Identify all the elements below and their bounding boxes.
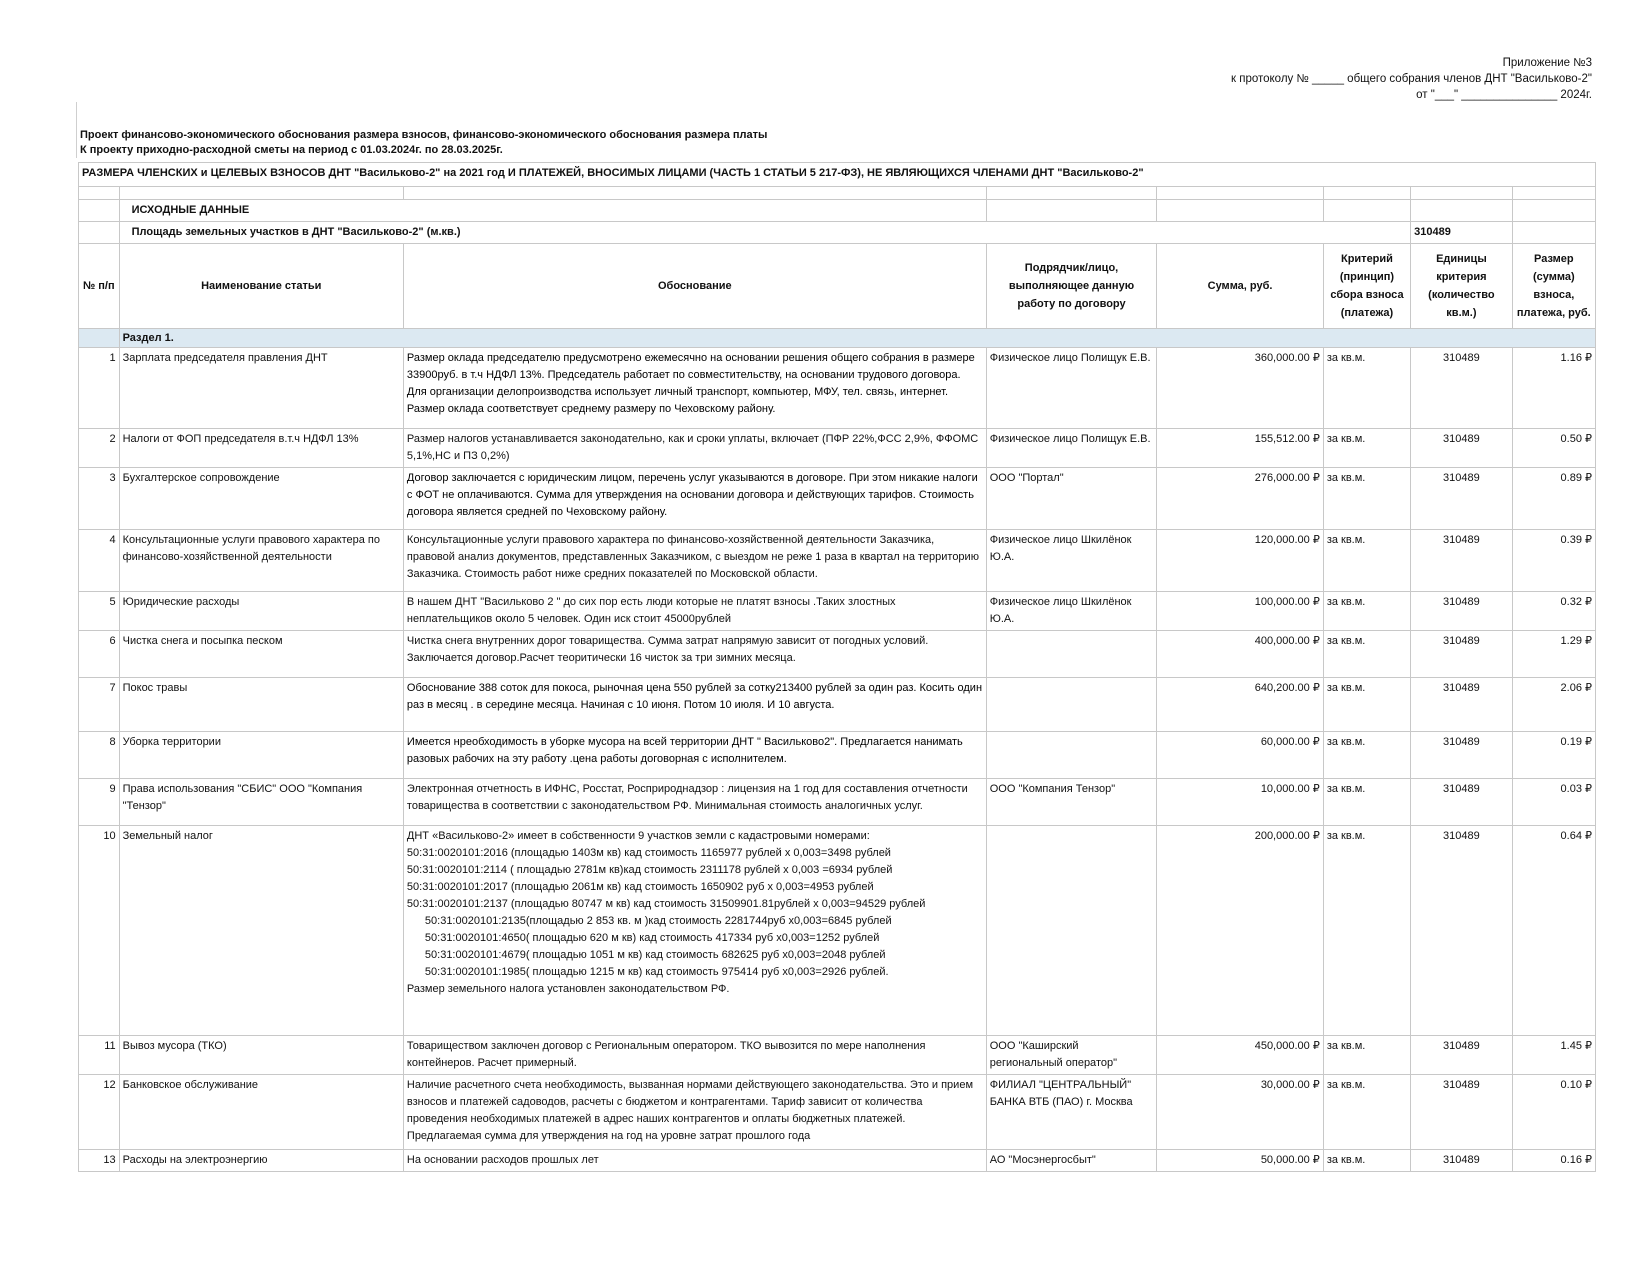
row-units: 310489	[1411, 678, 1513, 732]
row-basis: Размер налогов устанавливается законодательно, как и сроки уплаты, включает (ПФР 22%,ФСС 2,9%, ФФОМС 5,1%,НС и ПЗ 0,2%)	[403, 429, 986, 468]
table-row	[79, 348, 1596, 429]
area-row	[79, 222, 1596, 244]
row-number: 6	[79, 631, 120, 678]
row-contractor: ООО "Портал"	[986, 468, 1157, 530]
land-parcel-line: 50:31:0020101:2017 (площадью 2061м кв) кад стоимость 1650902 руб х 0,003=4953 рублей	[406, 881, 874, 893]
row-name: Консультационные услуги правового характера по финансово-хозяйственной деятельности	[119, 530, 403, 592]
header-row	[79, 244, 1596, 329]
row-size: 0.50 ₽	[1512, 429, 1595, 468]
row-number: 3	[79, 468, 120, 530]
intro-period: К проекту приходно-расходной сметы на период с 01.03.2024г. по 28.03.2025г.	[80, 144, 503, 156]
row-name: Банковское обслуживание	[119, 1075, 403, 1150]
row-contractor	[986, 732, 1157, 779]
source-data-row	[79, 200, 1596, 222]
row-criterion: за кв.м.	[1323, 631, 1410, 678]
header-sum: Сумма, руб.	[1157, 244, 1324, 329]
section-label: Раздел 1.	[119, 329, 1595, 348]
table-title: РАЗМЕРА ЧЛЕНСКИХ и ЦЕЛЕВЫХ ВЗНОСОВ ДНТ "Васильково-2" на 2021 год И ПЛАТЕЖЕЙ, ВНОСИМЫХ ЛИЦАМИ (ЧАСТЬ 1 СТАТЬИ 5 217-ФЗ), НЕ ЯВЛЯЮЩИХСЯ ЧЛЕНАМИ ДНТ "Васильково-2"	[79, 163, 1596, 187]
row-units: 310489	[1411, 592, 1513, 631]
row-units: 310489	[1411, 1150, 1513, 1172]
table-row	[79, 1150, 1596, 1172]
row-units: 310489	[1411, 468, 1513, 530]
row-contractor: Физическое лицо Шкилёнок Ю.А.	[986, 530, 1157, 592]
row-units: 310489	[1411, 631, 1513, 678]
row-criterion: за кв.м.	[1323, 429, 1410, 468]
row-contractor: ООО "Компания Тензор"	[986, 779, 1157, 826]
table-row	[79, 678, 1596, 732]
row-criterion: за кв.м.	[1323, 779, 1410, 826]
table-row	[79, 1075, 1596, 1150]
row-units: 310489	[1411, 1075, 1513, 1150]
row-contractor: АО "Мосэнергосбыт"	[986, 1150, 1157, 1172]
row-size: 0.19 ₽	[1512, 732, 1595, 779]
row-basis: Обоснование 388 соток для покоса, рыночная цена 550 рублей за сотку213400 рублей за один раз. Косить один раз в месяц . в середине месяца. Начиная с 10 июня. Потом 10 июля. И 10 августа.	[403, 678, 986, 732]
row-size: 0.39 ₽	[1512, 530, 1595, 592]
row-sum: 100,000.00 ₽	[1157, 592, 1324, 631]
row-name: Зарплата председателя правления ДНТ	[119, 348, 403, 429]
row-sum: 120,000.00 ₽	[1157, 530, 1324, 592]
contributions-table	[78, 162, 1596, 1172]
row-sum: 30,000.00 ₽	[1157, 1075, 1324, 1150]
row-name: Вывоз мусора (ТКО)	[119, 1036, 403, 1075]
row-name: Земельный налог	[119, 826, 403, 1036]
row-size: 0.03 ₽	[1512, 779, 1595, 826]
row-size: 0.64 ₽	[1512, 826, 1595, 1036]
row-units: 310489	[1411, 348, 1513, 429]
row-units: 310489	[1411, 732, 1513, 779]
row-criterion: за кв.м.	[1323, 1036, 1410, 1075]
table-row	[79, 826, 1596, 1036]
land-parcel-line: 50:31:0020101:4650( площадью 620 м кв) кад стоимость 417334 руб х0,003=1252 рублей	[424, 932, 880, 944]
row-size: 1.16 ₽	[1512, 348, 1595, 429]
row-sum: 10,000.00 ₽	[1157, 779, 1324, 826]
row-criterion: за кв.м.	[1323, 678, 1410, 732]
section-row	[79, 329, 1596, 348]
row-basis: Консультационные услуги правового характера по финансово-хозяйственной деятельности Заказчика, правовой анализ документов, представленных Заказчиком, с выездом не реже 1 раза в квартал на территорию Заказчика. Стоимость работ ниже средних показателей по Московской области.	[403, 530, 986, 592]
spacer-row	[79, 187, 1596, 200]
appendix-protocol: к протоколу № _____ общего собрания членов ДНТ "Васильково-2"	[1230, 73, 1592, 85]
row-number: 5	[79, 592, 120, 631]
land-tax-intro: ДНТ «Васильково-2» имеет в собственности 9 участков земли с кадастровыми номерами:	[406, 830, 870, 842]
left-border	[76, 102, 77, 158]
row-sum: 155,512.00 ₽	[1157, 429, 1324, 468]
row-basis: Имеется нреобходимость в уборке мусора на всей территории ДНТ " Васильково2". Предлагается нанимать разовых рабочих на эту работу .цена работы договорная с исполнителем.	[403, 732, 986, 779]
row-name: Юридические расходы	[119, 592, 403, 631]
table-row	[79, 631, 1596, 678]
row-sum: 450,000.00 ₽	[1157, 1036, 1324, 1075]
row-criterion: за кв.м.	[1323, 826, 1410, 1036]
row-sum: 276,000.00 ₽	[1157, 468, 1324, 530]
row-size: 0.16 ₽	[1512, 1150, 1595, 1172]
row-criterion: за кв.м.	[1323, 1150, 1410, 1172]
row-size: 1.29 ₽	[1512, 631, 1595, 678]
row-criterion: за кв.м.	[1323, 732, 1410, 779]
land-parcel-line: 50:31:0020101:2135(площадью 2 853 кв. м )кад стоимость 2281744руб х0,003=6845 рублей	[424, 915, 892, 927]
row-units: 310489	[1411, 826, 1513, 1036]
header-size: Размер (сумма) взноса, платежа, руб.	[1512, 244, 1595, 329]
row-sum: 640,200.00 ₽	[1157, 678, 1324, 732]
row-contractor: Физическое лицо Шкилёнок Ю.А.	[986, 592, 1157, 631]
row-name: Налоги от ФОП председателя в.т.ч НДФЛ 13%	[119, 429, 403, 468]
row-sum: 360,000.00 ₽	[1157, 348, 1324, 429]
row-number: 9	[79, 779, 120, 826]
row-basis: Электронная отчетность в ИФНС, Росстат, Росприроднадзор : лицензия на 1 год для составления отчетности товарищества в соответствии с законодательством РФ. Минимальная стоимость аналогичных услуг.	[403, 779, 986, 826]
row-criterion: за кв.м.	[1323, 348, 1410, 429]
row-number: 1	[79, 348, 120, 429]
appendix-header	[1231, 55, 1592, 103]
row-basis	[403, 826, 986, 1036]
header-num: № п/п	[79, 244, 120, 329]
row-size: 0.32 ₽	[1512, 592, 1595, 631]
row-number: 2	[79, 429, 120, 468]
area-value: 310489	[1411, 222, 1513, 244]
row-number: 7	[79, 678, 120, 732]
row-criterion: за кв.м.	[1323, 468, 1410, 530]
appendix-number: Приложение №3	[1502, 57, 1592, 69]
row-units: 310489	[1411, 779, 1513, 826]
table-row	[79, 530, 1596, 592]
intro-project: Проект финансово-экономического обоснования размера взносов, финансово-экономического обоснования размера платы	[80, 129, 768, 141]
table-row	[79, 732, 1596, 779]
table-row	[79, 429, 1596, 468]
row-contractor	[986, 678, 1157, 732]
row-size: 1.45 ₽	[1512, 1036, 1595, 1075]
row-contractor	[986, 826, 1157, 1036]
header-name: Наименование статьи	[119, 244, 403, 329]
row-basis: На основании расходов прошлых лет	[403, 1150, 986, 1172]
row-name: Права использования "СБИС" ООО "Компания "Тензор"	[119, 779, 403, 826]
land-parcel-line: 50:31:0020101:4679( площадью 1051 м кв) кад стоимость 682625 руб х0,003=2048 рублей	[424, 949, 886, 961]
intro-block	[80, 128, 767, 158]
header-basis: Обоснование	[403, 244, 986, 329]
row-name: Расходы на электроэнергию	[119, 1150, 403, 1172]
row-size: 0.10 ₽	[1512, 1075, 1595, 1150]
land-tax-footer: Размер земельного налога установлен законодательством РФ.	[406, 983, 730, 995]
source-heading: ИСХОДНЫЕ ДАННЫЕ	[119, 200, 986, 222]
row-criterion: за кв.м.	[1323, 530, 1410, 592]
table-row	[79, 1036, 1596, 1075]
row-sum: 60,000.00 ₽	[1157, 732, 1324, 779]
row-size: 0.89 ₽	[1512, 468, 1595, 530]
row-basis: Размер оклада председателю предусмотрено ежемесячно на основании решения общего собрания в размере 33900руб. в т.ч НДФЛ 13%. Председатель работает по совместительству, на основании трудового договора. Для организации делопроизводства использует личный транспорт, компьютер, МФУ, тел. связь, интернет. Размер оклада соответствует среднему размеру по Чеховскому району.	[403, 348, 986, 429]
row-units: 310489	[1411, 1036, 1513, 1075]
appendix-date: от "___" _______________ 2024г.	[1416, 89, 1592, 101]
land-parcel-line: 50:31:0020101:1985( площадью 1215 м кв) кад стоимость 975414 руб х0,003=2926 рублей.	[424, 966, 889, 978]
row-sum: 50,000.00 ₽	[1157, 1150, 1324, 1172]
row-contractor: ФИЛИАЛ "ЦЕНТРАЛЬНЫЙ" БАНКА ВТБ (ПАО) г. Москва	[986, 1075, 1157, 1150]
row-name: Уборка территории	[119, 732, 403, 779]
row-basis: Наличие расчетного счета необходимость, вызванная нормами действующего законодательства. Это и прием взносов и платежей садоводов, расчеты с бюджетом и контрагентами. Тариф зависит от количества проведения необходимых платежей в адрес наших контрагентов и оплаты бюджетных платежей. Предлагаемая сумма для утверждения на год на уровне затрат прошлого года	[403, 1075, 986, 1150]
row-contractor: ООО "Каширский региональный оператор"	[986, 1036, 1157, 1075]
row-criterion: за кв.м.	[1323, 1075, 1410, 1150]
row-number: 11	[79, 1036, 120, 1075]
row-contractor: Физическое лицо Полищук Е.В.	[986, 348, 1157, 429]
header-criterion: Критерий (принцип) сбора взноса (платежа)	[1323, 244, 1410, 329]
land-parcel-line: 50:31:0020101:2016 (площадью 1403м кв) кад стоимость 1165977 рублей х 0,003=3498 рублей	[406, 847, 891, 859]
row-basis: Товариществом заключен договор с Региональным оператором. ТКО вывозится по мере наполнения контейнеров. Расчет примерный.	[403, 1036, 986, 1075]
row-units: 310489	[1411, 530, 1513, 592]
row-basis: В нашем ДНТ "Васильково 2 " до сих пор есть люди которые не платят взносы .Таких злостных неплательщиков около 5 человек. Один иск стоит 45000рублей	[403, 592, 986, 631]
row-contractor: Физическое лицо Полищук Е.В.	[986, 429, 1157, 468]
header-contractor: Подрядчик/лицо, выполняющее данную работу по договору	[986, 244, 1157, 329]
header-units: Единицы критерия (количество кв.м.)	[1411, 244, 1513, 329]
row-number: 4	[79, 530, 120, 592]
row-number: 10	[79, 826, 120, 1036]
row-size: 2.06 ₽	[1512, 678, 1595, 732]
row-sum: 200,000.00 ₽	[1157, 826, 1324, 1036]
land-parcel-line: 50:31:0020101:2137 (площадью 80747 м кв) кад стоимость 31509901.81рублей х 0,003=94529 рублей	[406, 898, 926, 910]
row-number: 12	[79, 1075, 120, 1150]
row-name: Чистка снега и посыпка песком	[119, 631, 403, 678]
row-name: Бухгалтерское сопровождение	[119, 468, 403, 530]
row-sum: 400,000.00 ₽	[1157, 631, 1324, 678]
row-basis: Договор заключается с юридическим лицом, перечень услуг указываются в договоре. При этом никакие налоги с ФОТ не оплачиваются. Сумма для утверждения на основании договора и действующих тарифов. Стоимость договора является средней по Чеховскому району.	[403, 468, 986, 530]
table-row	[79, 468, 1596, 530]
area-label: Площадь земельных участков в ДНТ "Васильково-2" (м.кв.)	[119, 222, 1411, 244]
row-number: 13	[79, 1150, 120, 1172]
row-name: Покос травы	[119, 678, 403, 732]
row-number: 8	[79, 732, 120, 779]
row-basis: Чистка снега внутренних дорог товарищества. Сумма затрат напрямую зависит от погодных условий. Заключается договор.Расчет теоритически 16 чисток за три зимних месяца.	[403, 631, 986, 678]
row-contractor	[986, 631, 1157, 678]
table-row	[79, 592, 1596, 631]
row-criterion: за кв.м.	[1323, 592, 1410, 631]
row-units: 310489	[1411, 429, 1513, 468]
land-parcel-line: 50:31:0020101:2114 ( площадью 2781м кв)кад стоимость 2311178 рублей х 0,003 =6934 рублей	[406, 864, 893, 876]
table-row	[79, 779, 1596, 826]
